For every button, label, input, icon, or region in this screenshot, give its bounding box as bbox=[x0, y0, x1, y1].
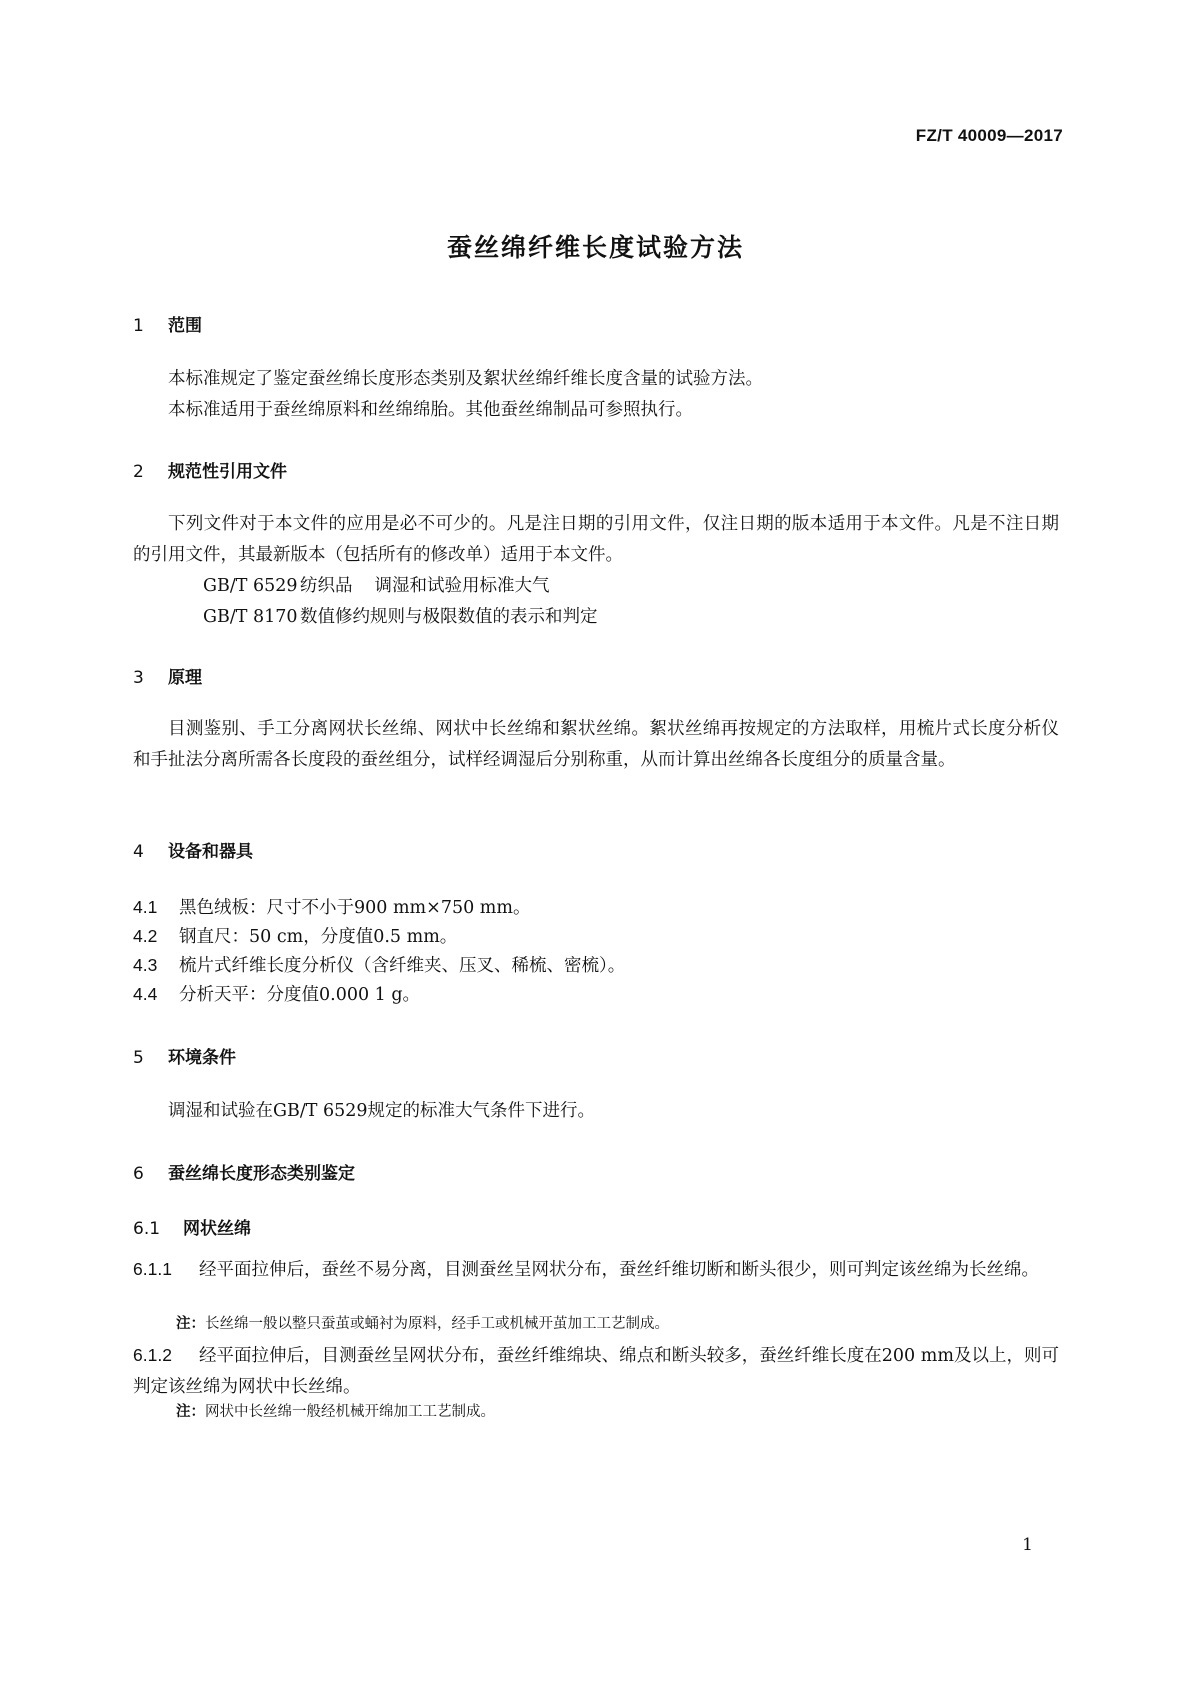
section-number: 5 bbox=[133, 1048, 144, 1068]
references-intro: 下列文件对于本文件的应用是必不可少的。凡是注日期的引用文件，仅注日期的版本适用于本文件。凡是不注日期的引用文件，其最新版本（包括所有的修改单）适用于本文件。 bbox=[133, 514, 1059, 565]
clause-text: 黑色绒板：尺寸不小于900 mm×750 mm。 bbox=[179, 898, 531, 918]
section-title: 蚕丝绵长度形态类别鉴定 bbox=[168, 1164, 355, 1184]
clause-number: 4.1 bbox=[133, 897, 158, 917]
note-text: 长丝绵一般以整只蚕茧或蛹衬为原料，经手工或机械开茧加工工艺制成。 bbox=[205, 1316, 669, 1332]
clause-6-1-1 bbox=[133, 1254, 1059, 1286]
clause-text: 经平面拉伸后，蚕丝不易分离，目测蚕丝呈网状分布，蚕丝纤维切断和断头很少，则可判定该丝绵为长丝绵。 bbox=[199, 1260, 1039, 1280]
section-2-heading bbox=[133, 457, 287, 482]
reference-item bbox=[133, 602, 1059, 633]
section-number: 2 bbox=[133, 462, 144, 482]
section-number: 4 bbox=[133, 842, 144, 862]
document-title: 蚕丝绵纤维长度试验方法 bbox=[446, 233, 744, 262]
principle-paragraph: 目测鉴别、手工分离网状长丝绵、网状中长丝绵和絮状丝绵。絮状丝绵再按规定的方法取样，用梳片式长度分析仪和手扯法分离所需各长度段的蚕丝组分，试样经调湿后分别称重，从而计算出丝绵各长度组分的质量含量。 bbox=[133, 719, 1059, 770]
note-6-1-1 bbox=[176, 1313, 1059, 1335]
clause-text: 经平面拉伸后，目测蚕丝呈网状分布，蚕丝纤维绵块、绵点和断头较多，蚕丝纤维长度在200 mm及以上，则可判定该丝绵为网状中长丝绵。 bbox=[133, 1346, 1059, 1397]
clause-number: 6.1.1 bbox=[133, 1259, 172, 1279]
clause-number: 4.3 bbox=[133, 955, 158, 975]
clause-number: 4.2 bbox=[133, 926, 158, 946]
section-title: 环境条件 bbox=[168, 1048, 236, 1068]
note-text: 网状中长丝绵一般经机械开绵加工工艺制成。 bbox=[205, 1404, 495, 1420]
equipment-item bbox=[133, 892, 1059, 924]
page-number: 1 bbox=[1022, 1535, 1033, 1555]
reference-item bbox=[133, 571, 1059, 602]
section-3-heading bbox=[133, 663, 202, 688]
reference-title: 数值修约规则与极限数值的表示和判定 bbox=[300, 607, 598, 627]
section-number: 3 bbox=[133, 668, 144, 688]
scope-paragraph-2: 本标准适用于蚕丝绵原料和丝绵绵胎。其他蚕丝绵制品可参照执行。 bbox=[168, 400, 693, 420]
clause-text: 分析天平：分度值0.000 1 g。 bbox=[179, 985, 421, 1005]
reference-code: GB/T 6529 bbox=[203, 576, 298, 596]
reference-subtitle: 调湿和试验用标准大气 bbox=[374, 576, 550, 596]
clause-6-1-2 bbox=[133, 1340, 1059, 1403]
subsection-6-1-heading bbox=[133, 1214, 251, 1239]
section-title: 范围 bbox=[168, 316, 202, 336]
equipment-item bbox=[133, 921, 1059, 953]
environment-paragraph: 调湿和试验在GB/T 6529规定的标准大气条件下进行。 bbox=[168, 1101, 596, 1121]
subsection-number: 6.1 bbox=[133, 1219, 161, 1239]
reference-title: 纺织品 bbox=[300, 576, 353, 596]
note-label: 注： bbox=[176, 1316, 205, 1332]
scope-paragraph-1: 本标准规定了鉴定蚕丝绵长度形态类别及絮状丝绵纤维长度含量的试验方法。 bbox=[168, 369, 763, 389]
subsection-title: 网状丝绵 bbox=[183, 1219, 251, 1239]
section-title: 设备和器具 bbox=[168, 842, 253, 862]
section-4-heading bbox=[133, 837, 253, 862]
section-number: 6 bbox=[133, 1164, 144, 1184]
clause-text: 钢直尺：50 cm，分度值0.5 mm。 bbox=[179, 927, 458, 947]
section-5-heading bbox=[133, 1043, 236, 1068]
note-6-1-2 bbox=[176, 1401, 1059, 1423]
note-label: 注： bbox=[176, 1404, 205, 1420]
section-1-heading bbox=[133, 311, 202, 336]
clause-number: 4.4 bbox=[133, 984, 158, 1004]
reference-code: GB/T 8170 bbox=[203, 607, 298, 627]
clause-text: 梳片式纤维长度分析仪（含纤维夹、压叉、稀梳、密梳）。 bbox=[179, 956, 626, 976]
section-6-heading bbox=[133, 1159, 355, 1184]
clause-number: 6.1.2 bbox=[133, 1345, 172, 1365]
section-title: 规范性引用文件 bbox=[168, 462, 287, 482]
equipment-item bbox=[133, 950, 1059, 982]
section-number: 1 bbox=[133, 316, 144, 336]
standard-code: FZ/T 40009—2017 bbox=[915, 126, 1063, 145]
section-title: 原理 bbox=[168, 668, 202, 688]
equipment-item bbox=[133, 979, 1059, 1011]
